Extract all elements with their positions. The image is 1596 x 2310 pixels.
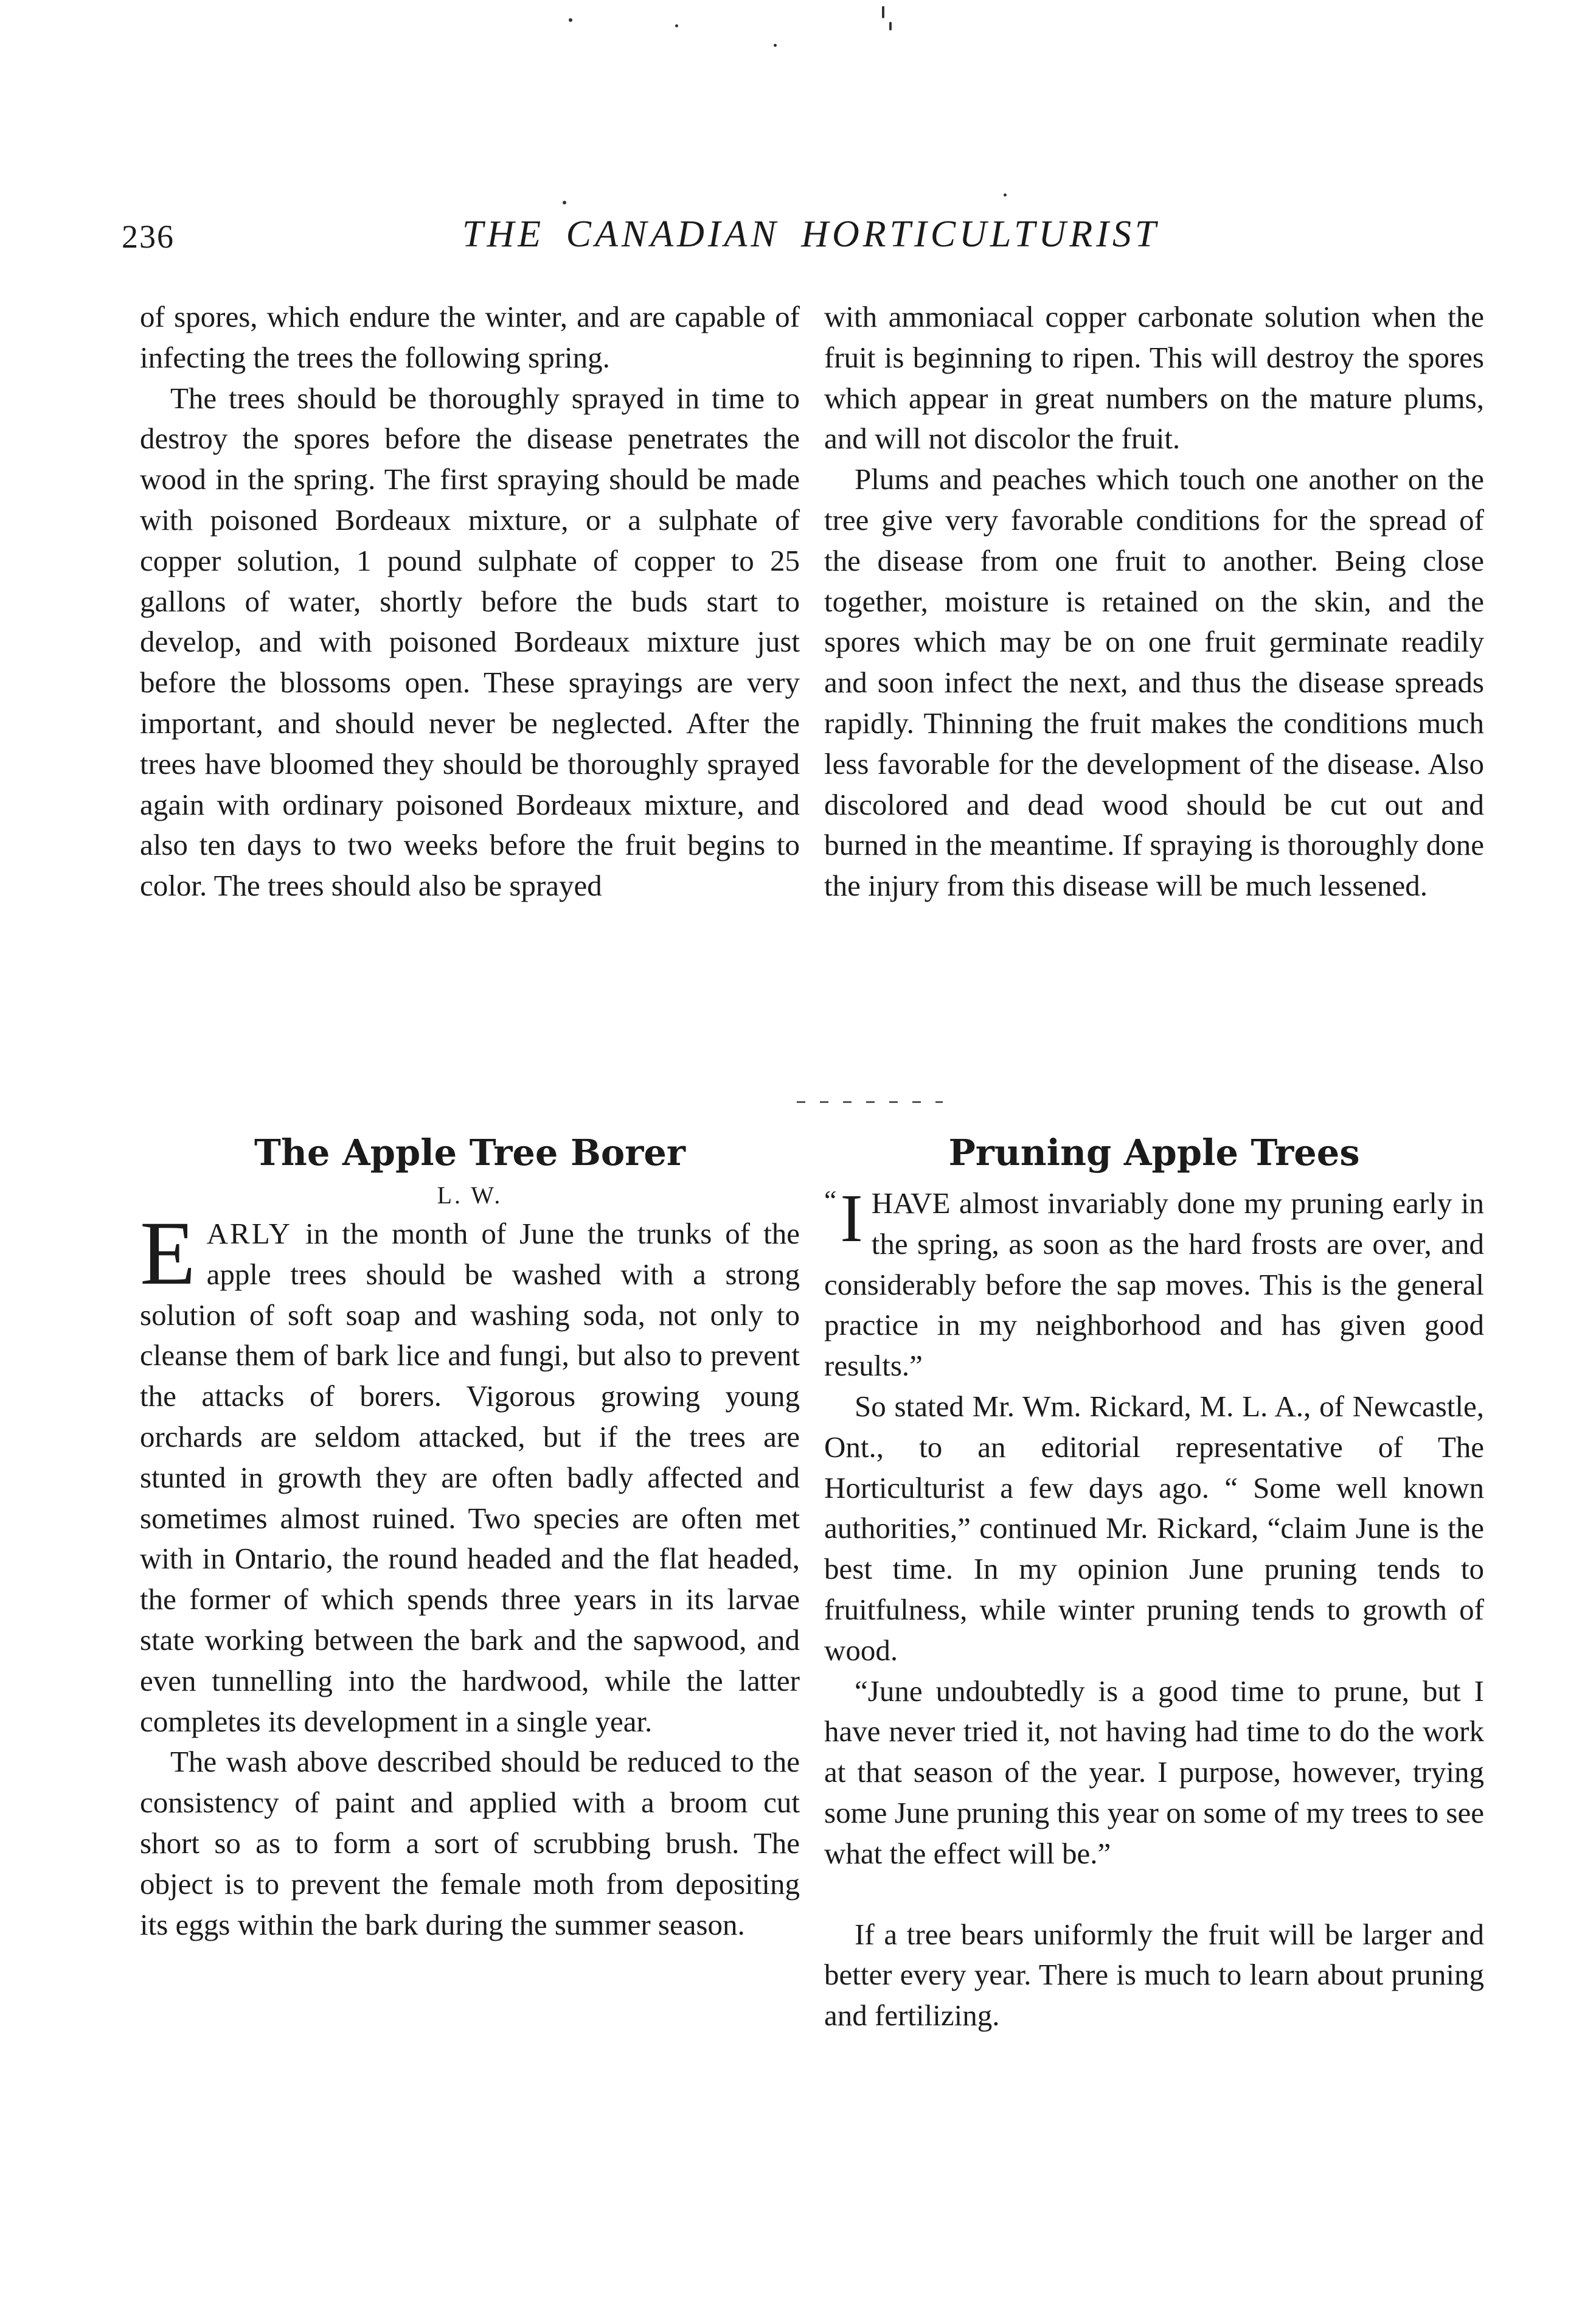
drop-cap: E bbox=[140, 1203, 196, 1304]
right-column-continuation bbox=[824, 297, 1484, 906]
paragraph: with ammoniacal copper carbonate solution when the fruit is beginning to ripen. This will destroy the spores which appear in great numbers on the mature plums, and will not discolor the fruit. bbox=[824, 300, 1484, 456]
article-heading: Pruning Apple Trees bbox=[948, 1132, 1360, 1174]
page-number: 236 bbox=[122, 218, 175, 255]
paragraph: The wash above described should be reduced to the consistency of paint and applied with a broom cut short so as to form a sort of scrubbing brush. The object is to prevent the female moth from depositing its eggs within the bark during the summer season. bbox=[140, 1745, 800, 1941]
lead-word: ARLY bbox=[206, 1217, 293, 1250]
running-header bbox=[122, 213, 1484, 268]
article-heading: The Apple Tree Borer bbox=[254, 1132, 685, 1174]
paragraph: The trees should be thoroughly sprayed in time to destroy the spores before the disease penetrates the wood in the spring. The first spraying should be made with poisoned Bordeaux mixture, or a sulphate of copper solution, 1 pound sulphate of copper to 25 gallons of water, shortly before the buds start to develop, and with poisoned Bordeaux mixture just before the blossoms open. These sprayings are very important, and should never be neglected. After the trees have bloomed they should be thoroughly sprayed again with ordinary poisoned Bordeaux mixture, and also ten days to two weeks before the fruit begins to color. The trees should also be sprayed bbox=[140, 381, 800, 903]
speck-mark bbox=[882, 6, 884, 18]
article-pruning-apple-trees bbox=[824, 1129, 1484, 2036]
speck-mark bbox=[889, 22, 892, 30]
paragraph: So stated Mr. Wm. Rickard, M. L. A., of Newcastle, Ont., to an editorial representative of The Horticulturist a few days ago. “ Some well known authorities,” continued Mr. Rickard, “claim June is the best time. In my opinion June pruning tends to fruitfulness, while winter pruning tends to growth of wood. bbox=[824, 1389, 1484, 1667]
paragraph: If a tree bears uniformly the fruit will be larger and better every year. There is much to learn about pruning and fertilizing. bbox=[824, 1917, 1484, 2033]
paragraph: Plums and peaches which touch one another on the tree give very favorable conditions for the spread of the disease from one fruit to another. Being close together, moisture is retained on the skin, and the spores which may be on one fruit germinate readily and soon infect the next, and thus the disease spreads rapidly. Thinning the fruit makes the conditions much less favorable for the development of the disease. Also discolored and dead wood should be cut out and burned in the meantime. If spraying is thoroughly done the injury from this disease will be much lessened. bbox=[824, 462, 1484, 903]
paragraph: of spores, which endure the winter, and are capable of infecting the trees the following spring. bbox=[140, 300, 800, 374]
speck-mark bbox=[675, 24, 678, 27]
drop-cap: I bbox=[840, 1181, 863, 1256]
article-byline: L. W. bbox=[437, 1181, 503, 1209]
speck-mark bbox=[1004, 193, 1007, 197]
speck-mark bbox=[569, 18, 572, 22]
speck-mark bbox=[774, 44, 777, 47]
paragraph bbox=[140, 1203, 800, 1742]
paragraph: “June undoubtedly is a good time to prune, but I have never tried it, not having had time to do the work at that season of the year. I purpose, however, trying some June pruning this year on some of my trees to see what the effect will be.” bbox=[824, 1674, 1484, 1870]
running-title: THE CANADIAN HORTICULTURIST bbox=[462, 214, 1160, 255]
paragraph-text: HAVE almost invariably done my pruning early in the spring, as soon as the hard frosts are over, and considerably before the sap moves. This is the general practice in my neighborhood and has given good results.” bbox=[824, 1186, 1484, 1383]
speck-mark bbox=[563, 201, 566, 204]
paragraph bbox=[824, 1183, 1484, 1386]
paragraph-text: in the month of June the trunks of the apple trees should be washed with a strong solution of soft soap and washing soda, not only to cleanse them of bark lice and fungi, but also to prevent the attacks of borers. Vigorous growing young orchards are seldom attacked, but if the trees are stunted in growth they are often badly affected and sometimes almost ruined. Two species are often met with in Ontario, the round headed and the flat headed, the former of which spends three years in its larvae state working between the bark and the sapwood, and even tunnelling into the hardwood, while the latter completes its development in a single year. bbox=[140, 1217, 800, 1738]
left-column-continuation bbox=[140, 297, 800, 906]
opening-quote: “ bbox=[824, 1185, 837, 1216]
spacer bbox=[824, 1874, 1484, 1915]
section-divider bbox=[797, 1101, 943, 1103]
article-apple-tree-borer bbox=[140, 1129, 800, 1945]
